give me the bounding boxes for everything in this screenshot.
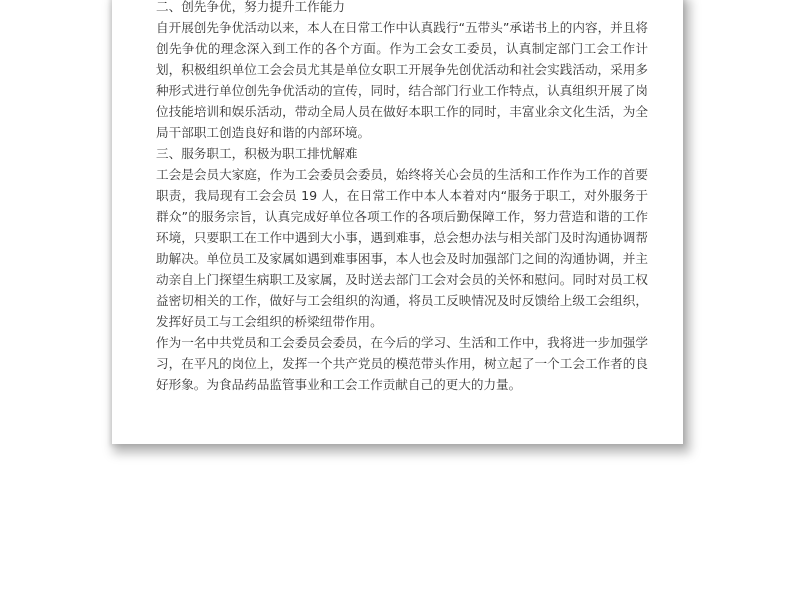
closing-paragraph: 作为一名中共党员和工会委员会委员，在今后的学习、生活和工作中，我将进一步加强学习，在平凡的岗位上，发挥一个共产党员的模范带头作用，树立起了一个工会工作者的良好形象。为食品药品监管事业和工会工作贡献自己的更大的力量。 bbox=[156, 335, 648, 392]
section-heading-2: 二、创先争优，努力提升工作能力 bbox=[156, 0, 345, 14]
section-paragraph-2: 自开展创先争优活动以来，本人在日常工作中认真践行“五带头”承诺书上的内容，并且将创先争优的理念深入到工作的各个方面。作为工会女工委员，认真制定部门工会工作计划，积极组织单位工会会员尤其是单位女职工开展争先创优活动和社会实践活动，采用多种形式进行单位创先争优活动的宣传，同时，结合部门行业工作特点，认真组织开展了岗位技能培训和娱乐活动，带动全局人员在做好本职工作的同时，丰富业余文化生活，为全局干部职工创造良好和谐的内部环境。 bbox=[156, 20, 648, 140]
section-paragraph-3: 工会是会员大家庭，作为工会委员会委员，始终将关心会员的生活和工作作为工作的首要职责，我局现有工会会员 19 人，在日常工作中本人本着对内“服务于职工，对外服务于群众”的服务宗旨，认真完成好单位各项工作的各项后勤保障工作，努力营造和谐的工作环境，只要职工在工作中遇到大小事，遇到难事，总会想办法与相关部门及时沟通协调帮助解决。单位员工及家属如遇到难事困事，本人也会及时加强部门之间的沟通协调，并主动亲自上门探望生病职工及家属，及时送去部门工会对会员的关怀和慰问。同时对员工权益密切相关的工作，做好与工会组织的沟通，将员工反映情况及时反馈给上级工会组织，发挥好员工与工会组织的桥梁纽带作用。 bbox=[156, 167, 648, 329]
document-page bbox=[112, 0, 683, 444]
section-heading-3: 三、服务职工，积极为职工排忧解难 bbox=[156, 146, 358, 161]
document-body bbox=[156, 0, 648, 395]
